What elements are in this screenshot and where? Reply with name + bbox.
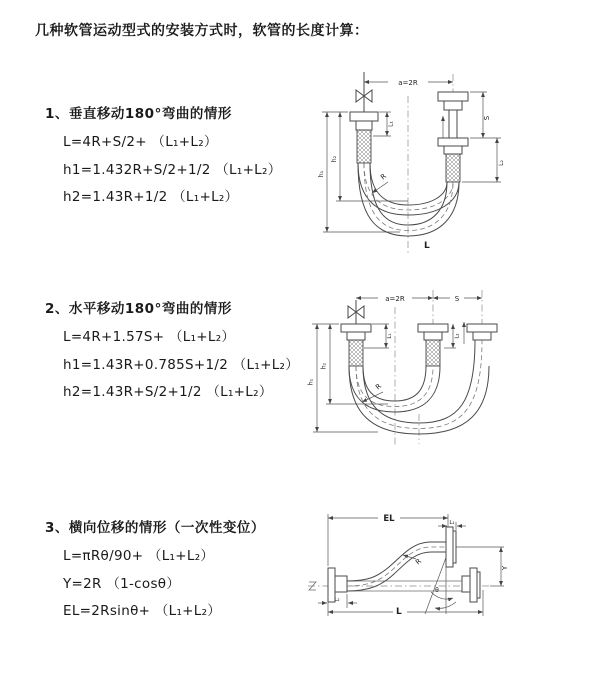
dimension-lines	[322, 76, 501, 232]
dim-label-a2r: a=2R	[398, 79, 418, 87]
dim-label-h1: h₁	[307, 378, 315, 386]
dim-label-s: S	[483, 115, 491, 121]
dim-label-s: S	[454, 295, 460, 303]
dim-label-y: Y	[501, 565, 509, 571]
moving-end-assembly	[438, 92, 468, 182]
dim-label-r: R	[374, 382, 384, 392]
dim-label-l2: L₂	[454, 333, 461, 339]
section-3-formula-L: L=πRθ/90+ （L₁+L₂）	[63, 548, 215, 564]
section-1-text	[45, 105, 282, 216]
diagram-vertical-180-bend	[296, 66, 576, 261]
dim-label-l1: L₁	[387, 333, 393, 339]
diagram-lateral-displacement	[300, 500, 592, 650]
displaced-position-hose	[347, 527, 456, 591]
section-1-formula-h2: h2=1.43R+1/2 （L₁+L₂）	[63, 189, 239, 205]
dim-label-l-total: L	[424, 241, 430, 251]
braided-hose-section	[357, 130, 371, 163]
dim-label-h2: h₂	[331, 155, 338, 163]
dim-label-theta: θ	[435, 587, 439, 594]
dim-label-l-total: L	[396, 607, 402, 617]
moving-end-position-2	[467, 324, 497, 340]
dim-label-r: R	[379, 172, 389, 182]
section-2-heading: 2、水平移动180°弯曲的情形	[45, 301, 232, 317]
dim-label-l1: L₁	[449, 520, 455, 526]
dim-label-el: EL	[383, 514, 395, 524]
fixed-end-assembly	[350, 72, 378, 163]
dim-label-l2: L₂	[498, 160, 505, 166]
braided-hose-section	[349, 340, 363, 366]
dim-label-h1: h₁	[318, 170, 325, 178]
dim-label-h2: h₂	[320, 362, 328, 370]
dim-label-a2r: a=2R	[385, 295, 405, 303]
section-3-heading: 3、横向位移的情形（一次性变位）	[45, 520, 265, 536]
braided-hose-section	[446, 154, 460, 182]
dim-label-l2: L₂	[334, 597, 340, 603]
braided-hose-section	[426, 340, 440, 366]
section-3-formula-Y: Y=2R （1-cosθ）	[63, 575, 181, 592]
dim-label-l1: L₁	[387, 121, 395, 127]
section-1-formula-L: L=4R+S/2+ （L₁+L₂）	[63, 134, 218, 150]
fixed-end-assembly	[341, 300, 371, 366]
page-title: 几种软管运动型式的安装方式时，软管的长度计算：	[35, 23, 369, 39]
section-2-formula-h1: h1=1.43R+0.785S+1/2 （L₁+L₂）	[63, 356, 300, 373]
section-1-formula-h1: h1=1.432R+S/2+1/2 （L₁+L₂）	[63, 161, 282, 178]
dim-label-r: R	[414, 557, 424, 567]
section-3-text	[45, 519, 265, 630]
straight-position-hose	[347, 568, 480, 602]
section-1-heading: 1、垂直移动180°弯曲的情形	[45, 106, 232, 122]
section-2-text	[45, 300, 299, 411]
section-3-formula-EL: EL=2Rsinθ+ （L₁+L₂）	[63, 603, 222, 619]
section-2-formula-L: L=4R+1.57S+ （L₁+L₂）	[63, 329, 236, 345]
diagram-horizontal-180-bend	[298, 282, 590, 454]
section-2-formula-h2: h2=1.43R+S/2+1/2 （L₁+L₂）	[63, 384, 273, 400]
hose-curves	[358, 163, 459, 236]
moving-end-position-1	[418, 324, 448, 366]
